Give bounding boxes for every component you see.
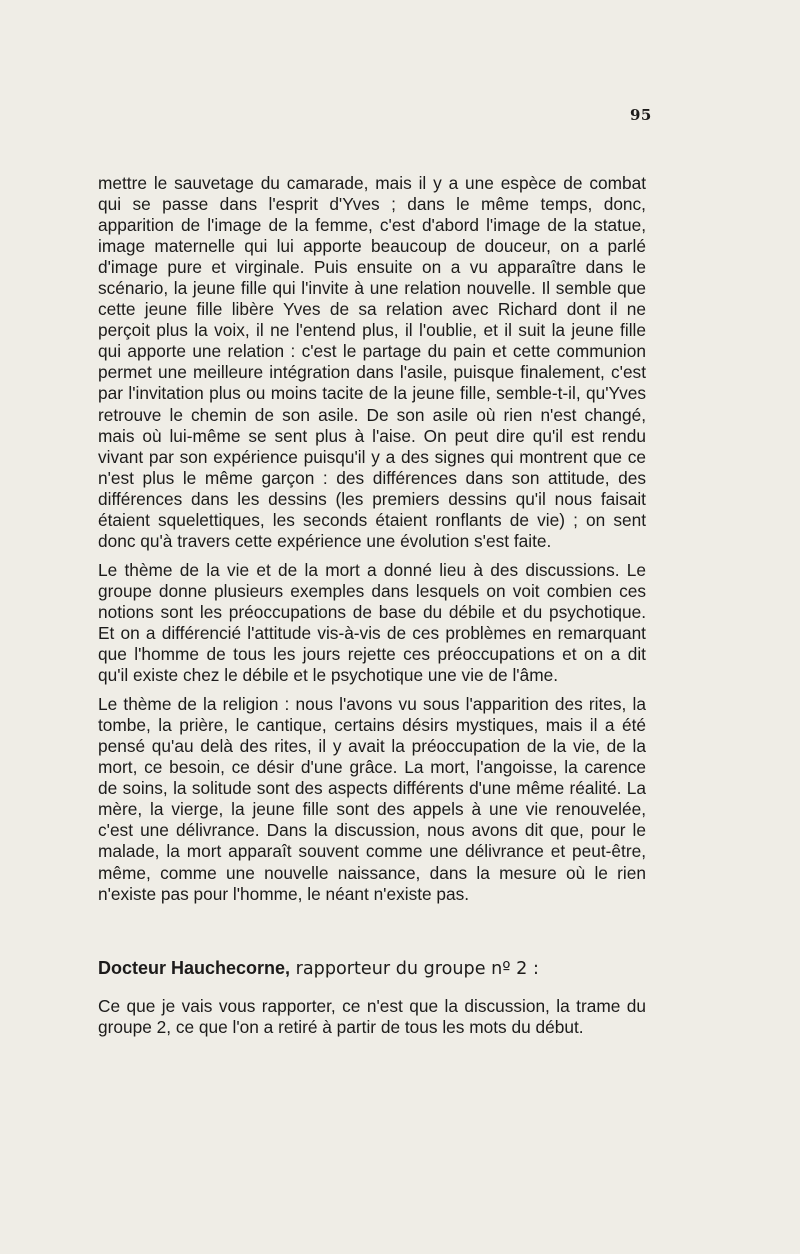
paragraph-3: Le thème de la religion : nous l'avons vu sous l'apparition des rites, la tombe, la prière, le cantique, certains désirs mystiques, mais il a été pensé qu'au delà des rites, il y avait la préoccupation de la vie, de la mort, ce besoin, ce désir d'une grâce. La mort, l'angoisse, la carence de soins, la solitude sont des aspects différents d'une même réalité. La mère, la vierge, la jeune fille sont des appels à une vie renouvelée, c'est une délivrance. Dans la discussion, nous avons dit que, pour le malade, la mort apparaît souvent comme une délivrance et peut-être, même, comme une nouvelle naissance, dans la mesure où le rien n'existe pas pour l'homme, le néant n'existe pas. (98, 694, 646, 904)
speaker-heading (98, 957, 658, 980)
speaker-text (98, 996, 646, 1038)
paragraph-2: Le thème de la vie et de la mort a donné lieu à des discussions. Le groupe donne plusieurs exemples dans lesquels on voit combien ces notions sont les préoccupations de base du débile et du psychotique. Et on a différencié l'attitude vis-à-vis de ces problèmes en remarquant que l'homme de tous les jours rejette ces préoccupations et on a dit qu'il existe chez le débile et le psychotique une vie de l'âme. (98, 559, 646, 686)
speaker-paragraph: Ce que je vais vous rapporter, ce n'est que la discussion, la trame du groupe 2, ce que l'on a retiré à partir de tous les mots du début. (98, 996, 646, 1038)
speaker-role: rapporteur du groupe nº 2 : (290, 959, 539, 979)
speaker-name: Docteur Hauchecorne, (98, 958, 291, 978)
body-text (98, 173, 646, 905)
page-number: 95 (630, 106, 652, 124)
paragraph-1: mettre le sauvetage du camarade, mais il y a une espèce de combat qui se passe dans l'esprit d'Yves ; dans le même temps, donc, apparition de l'image de la femme, c'est d'abord l'image de la statue, image maternelle qui lui apporte beaucoup de douceur, on a parlé d'image pure et virginale. Puis ensuite on a vu apparaître dans le scénario, la jeune fille qui l'invite à une relation nouvelle. Il semble que cette jeune fille libère Yves de sa relation avec Richard dont il ne perçoit plus la voix, il ne l'entend plus, il l'oublie, et il suit la jeune fille qui apporte une relation : c'est le partage du pain et cette communion permet une meilleure intégration dans l'asile, puisque finalement, c'est par l'invitation plus ou moins tacite de la jeune fille, semble-t-il, qu'Yves retrouve le chemin de son asile. De son asile où rien n'est changé, mais où lui-même se sent plus à l'aise. On peut dire qu'il est rendu vivant par son expérience puisqu'il y a des signes qui montrent que ce n'est plus le même garçon : des différences dans son attitude, des différences dans les dessins (les premiers dessins qu'il nous faisait étaient squelettiques, les seconds étaient ronflants de vie) ; on sent donc qu'à travers cette expérience une évolution s'est faite. (98, 173, 646, 551)
